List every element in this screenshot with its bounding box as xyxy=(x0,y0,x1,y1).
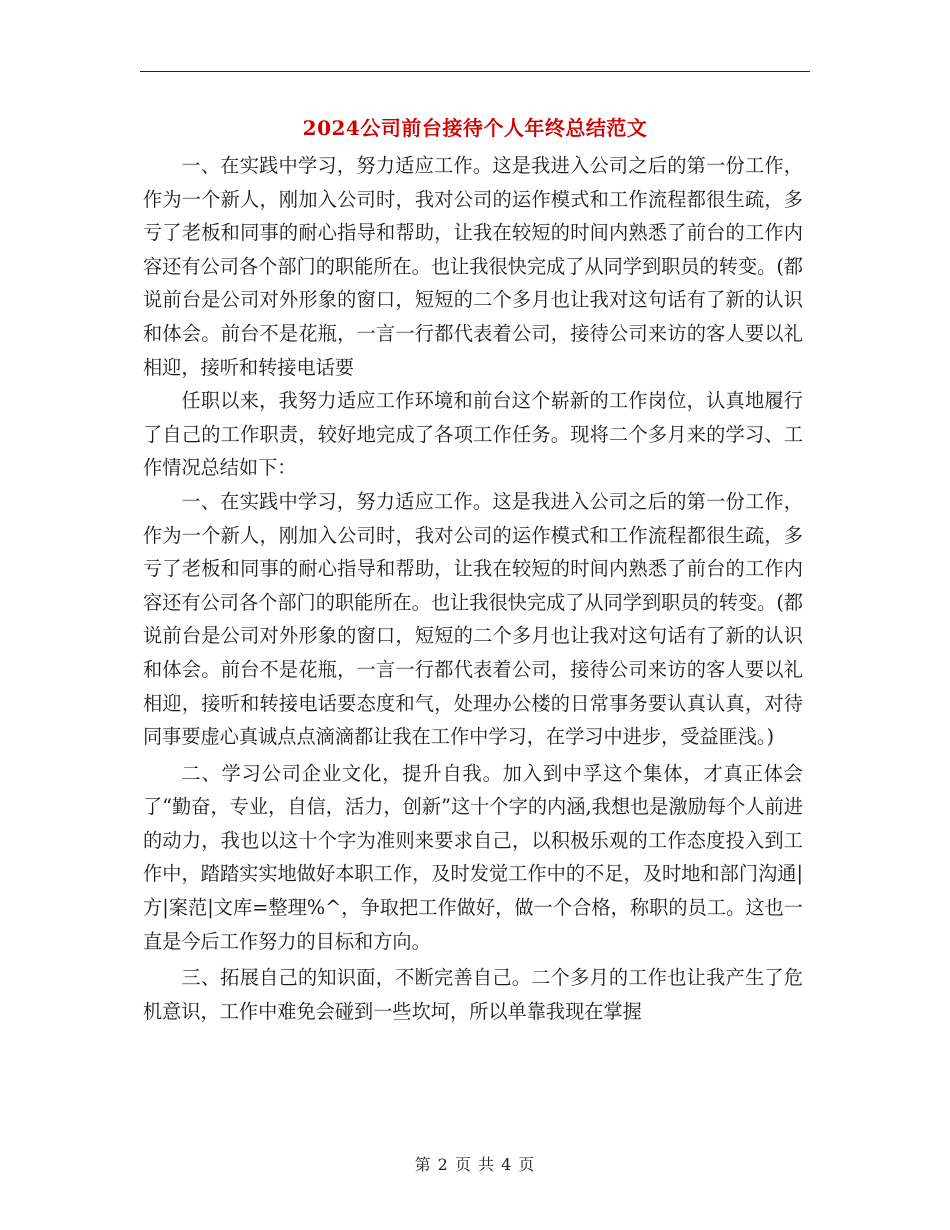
body-paragraph: 二、学习公司企业文化，提升自我。加入到中孚这个集体，才真正体会了“勤奋，专业，自信，活力，创新”这十个字的内涵,我想也是激励每个人前进的动力，我也以这十个字为准则来要求自己，以积极乐观的工作态度投入到工作中，踏踏实实地做好本职工作，及时发觉工作中的不足，及时地和部门沟通|方|案范|文库=整理%^，争取把工作做好，做一个合格，称职的员工。这也一直是今后工作努力的目标和方向。 xyxy=(143,761,803,953)
page-number: 第 2 页 共 4 页 xyxy=(414,1155,536,1174)
document-body xyxy=(143,149,803,1028)
body-paragraph: 一、在实践中学习，努力适应工作。这是我进入公司之后的第一份工作，作为一个新人，刚加入公司时，我对公司的运作模式和工作流程都很生疏，多亏了老板和同事的耐心指导和帮助，让我在较短的时间内熟悉了前台的工作内容还有公司各个部门的职能所在。也让我很快完成了从同学到职员的转变。(都说前台是公司对外形象的窗口，短短的二个多月也让我对这句话有了新的认识和体会。前台不是花瓶，一言一行都代表着公司，接待公司来访的客人要以礼相迎，接听和转接电话要态度和气，处理办公楼的日常事务要认真认真，对待同事要虚心真诚点点滴滴都让我在工作中学习，在学习中进步，受益匪浅。) xyxy=(143,489,803,749)
document-title: 2024公司前台接待个人年终总结范文 xyxy=(302,116,648,140)
body-paragraph: 三、拓展自己的知识面，不断完善自己。二个多月的工作也让我产生了危机意识，工作中难免会碰到一些坎坷，所以单靠我现在掌握 xyxy=(143,966,803,1023)
body-paragraph: 一、在实践中学习，努力适应工作。这是我进入公司之后的第一份工作，作为一个新人，刚加入公司时，我对公司的运作模式和工作流程都很生疏，多亏了老板和同事的耐心指导和帮助，让我在较短的时间内熟悉了前台的工作内容还有公司各个部门的职能所在。也让我很快完成了从同学到职员的转变。(都说前台是公司对外形象的窗口，短短的二个多月也让我对这句话有了新的认识和体会。前台不是花瓶，一言一行都代表着公司，接待公司来访的客人要以礼相迎，接听和转接电话要 xyxy=(143,154,803,379)
body-paragraph: 任职以来，我努力适应工作环境和前台这个崭新的工作岗位，认真地履行了自己的工作职责，较好地完成了各项工作任务。现将二个多月来的学习、工作情况总结如下： xyxy=(143,389,803,480)
header-rule xyxy=(140,71,810,72)
